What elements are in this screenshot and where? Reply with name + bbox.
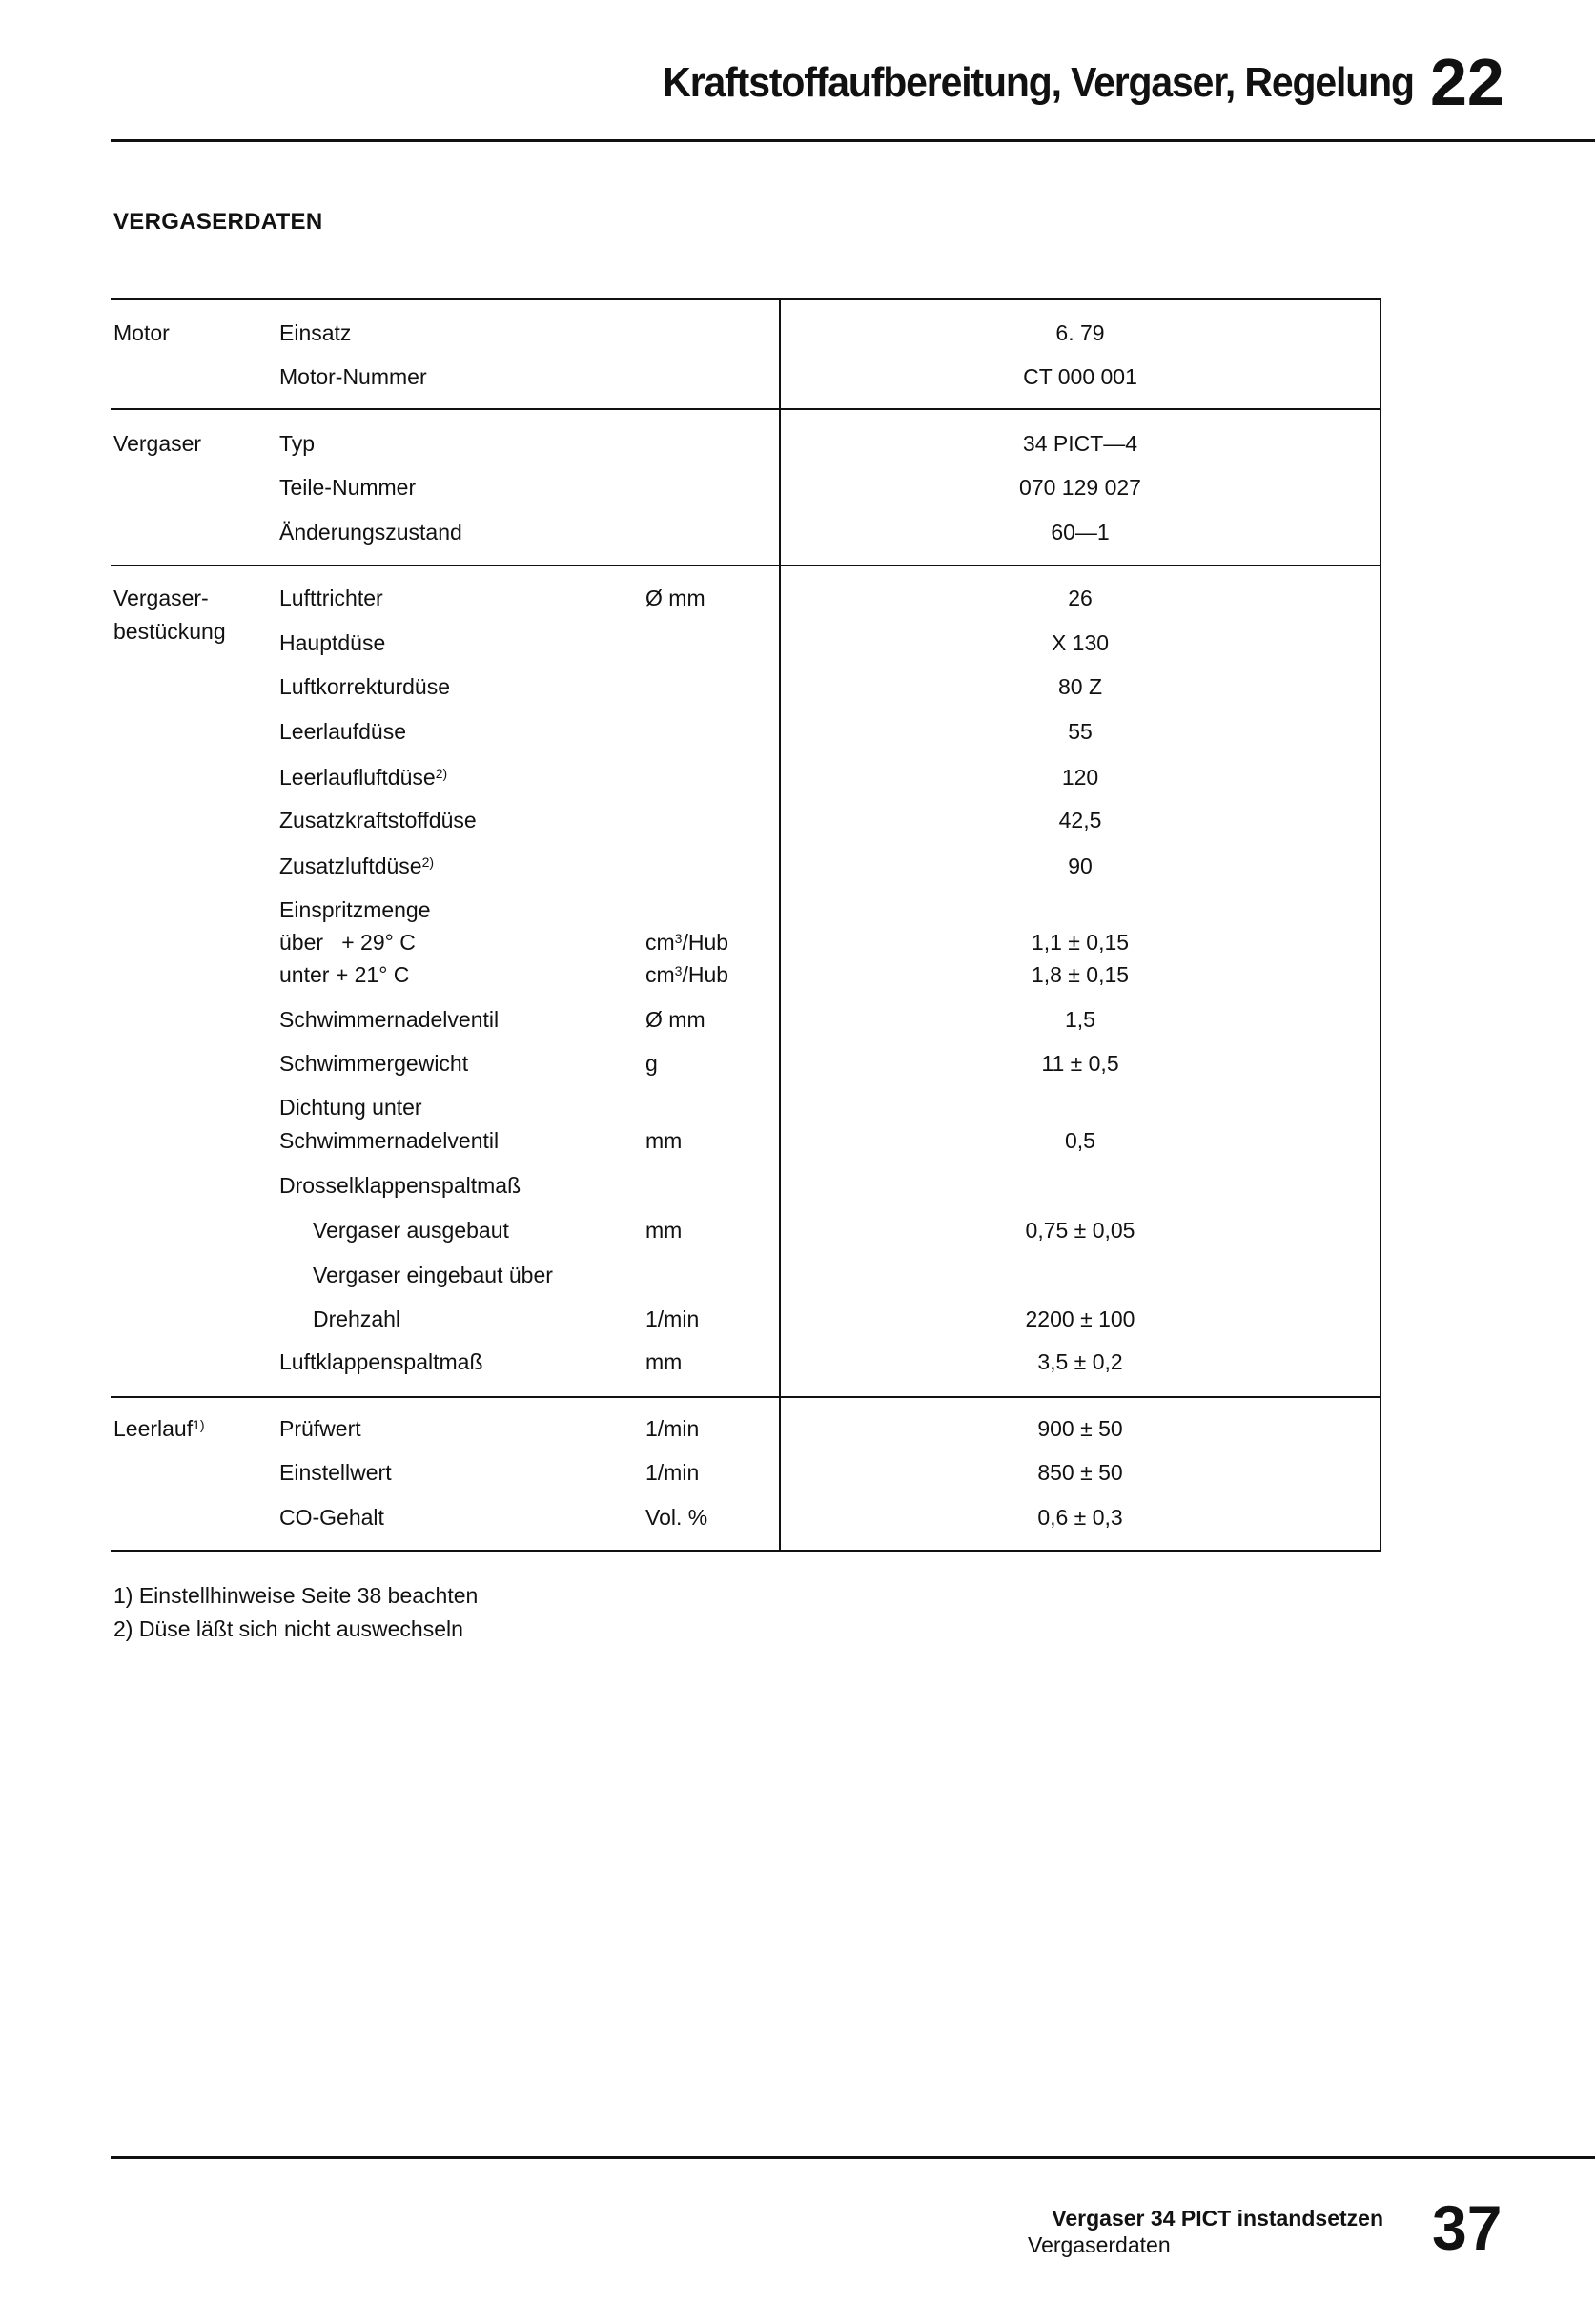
param-label: Einspritzmenge [279,897,431,922]
param-value: 11 ± 0,5 [1041,1051,1119,1076]
param-value: 42,5 [1058,808,1102,833]
footnote: 1) Einstellhinweise Seite 38 beachten [113,1583,479,1608]
param-label: Änderungszustand [279,520,462,545]
param-value: 850 ± 50 [1037,1460,1123,1485]
param-unit: 1/min [645,1460,700,1485]
footer-document-title: Vergaser 34 PICT instandsetzen [1052,2206,1383,2231]
group-label-motor: Motor [113,320,170,345]
param-unit [645,962,728,987]
table-top-border [111,298,1380,300]
param-value: 0,75 ± 0,05 [1025,1218,1135,1243]
param-label: Motor-Nummer [279,364,427,389]
param-value: 6. 79 [1055,320,1105,345]
param-value: 60—1 [1051,520,1110,545]
param-label: Schwimmergewicht [279,1051,469,1076]
param-label: Vergaser eingebaut über [313,1263,553,1287]
param-unit: Ø mm [645,1007,705,1032]
param-label: Hauptdüse [279,630,386,655]
section-title: VERGASERDATEN [113,209,323,235]
row-divider [111,1396,1380,1398]
param-value: 1,5 [1065,1007,1095,1032]
param-value: 900 ± 50 [1037,1416,1123,1441]
group-label-vergaser: Vergaser [113,431,202,456]
header-rule [111,139,1595,142]
unit-tail: /Hub [682,930,729,955]
param-label [279,765,447,790]
param-unit: 1/min [645,1306,700,1331]
param-label: Luftklappenspaltmaß [279,1349,483,1374]
param-value: 1,1 ± 0,15 [1031,930,1130,955]
param-value: 0,5 [1065,1128,1095,1153]
param-value: 2200 ± 100 [1025,1306,1135,1331]
param-value: CT 000 001 [1023,364,1137,389]
param-label: Lufttrichter [279,586,383,610]
param-label: Typ [279,431,316,456]
group-label-leerlauf [113,1416,205,1441]
table-bottom-border [111,1550,1380,1552]
param-unit [645,930,728,955]
footnote: 2) Düse läßt sich nicht auswechseln [113,1616,463,1641]
param-unit: Vol. % [645,1505,708,1530]
param-label [279,854,434,878]
param-unit: Ø mm [645,586,705,610]
param-label-text: Zusatzluftdüse [279,854,422,878]
unit-base: cm [645,962,675,987]
param-label: Leerlaufdüse [279,719,406,744]
row-divider [111,565,1380,566]
param-label: Drosselklappenspaltmaß [279,1173,521,1198]
param-value: X 130 [1051,630,1110,655]
param-value: 0,6 ± 0,3 [1037,1505,1123,1530]
param-value: 55 [1068,719,1093,744]
param-value: 070 129 027 [1019,475,1141,500]
param-unit: mm [645,1128,683,1153]
footer-section-title: Vergaserdaten [1028,2232,1171,2257]
param-value: 120 [1061,765,1099,790]
param-label: Teile-Nummer [279,475,417,500]
param-unit: 1/min [645,1416,700,1441]
row-divider [111,408,1380,410]
unit-exponent: 3 [674,963,683,978]
param-label: Drehzahl [313,1306,401,1331]
group-label-text: Leerlauf [113,1416,194,1441]
param-label: CO-Gehalt [279,1505,384,1530]
footnote-ref: 1) [193,1417,205,1432]
page-number: 37 [1432,2192,1503,2263]
footnote-ref: 2) [435,766,448,781]
param-value: 26 [1068,586,1093,610]
param-label: Vergaser ausgebaut [313,1218,509,1243]
param-label: Schwimmernadelventil [279,1007,500,1032]
unit-base: cm [645,930,675,955]
param-label: Einsatz [279,320,352,345]
param-unit: mm [645,1349,683,1374]
param-label: über + 29° C [279,930,416,955]
param-label: Zusatzkraftstoffdüse [279,808,477,833]
param-value: 80 Z [1057,674,1103,699]
param-label: unter + 21° C [279,962,410,987]
param-value: 3,5 ± 0,2 [1037,1349,1123,1374]
param-label: Dichtung unter [279,1095,422,1120]
chapter-number: 22 [1430,45,1504,119]
param-label: Schwimmernadelventil [279,1128,500,1153]
footnote-ref: 2) [421,854,435,870]
param-value: 34 PICT—4 [1022,431,1138,456]
group-label-bestueckung-line1: Vergaser- [113,586,209,610]
unit-exponent: 3 [674,931,683,946]
footer-rule [111,2156,1595,2159]
param-label: Prüfwert [279,1416,361,1441]
param-label: Luftkorrekturdüse [279,674,450,699]
param-unit: g [645,1051,658,1076]
param-label: Einstellwert [279,1460,392,1485]
param-label-text: Leerlaufluftdüse [279,765,436,790]
unit-tail: /Hub [682,962,729,987]
param-unit: mm [645,1218,683,1243]
chapter-title: Kraftstoffaufbereitung, Vergaser, Regelung [663,59,1414,106]
group-label-bestueckung-line2: bestückung [113,619,226,644]
param-value: 90 [1068,854,1093,878]
param-value: 1,8 ± 0,15 [1031,962,1130,987]
